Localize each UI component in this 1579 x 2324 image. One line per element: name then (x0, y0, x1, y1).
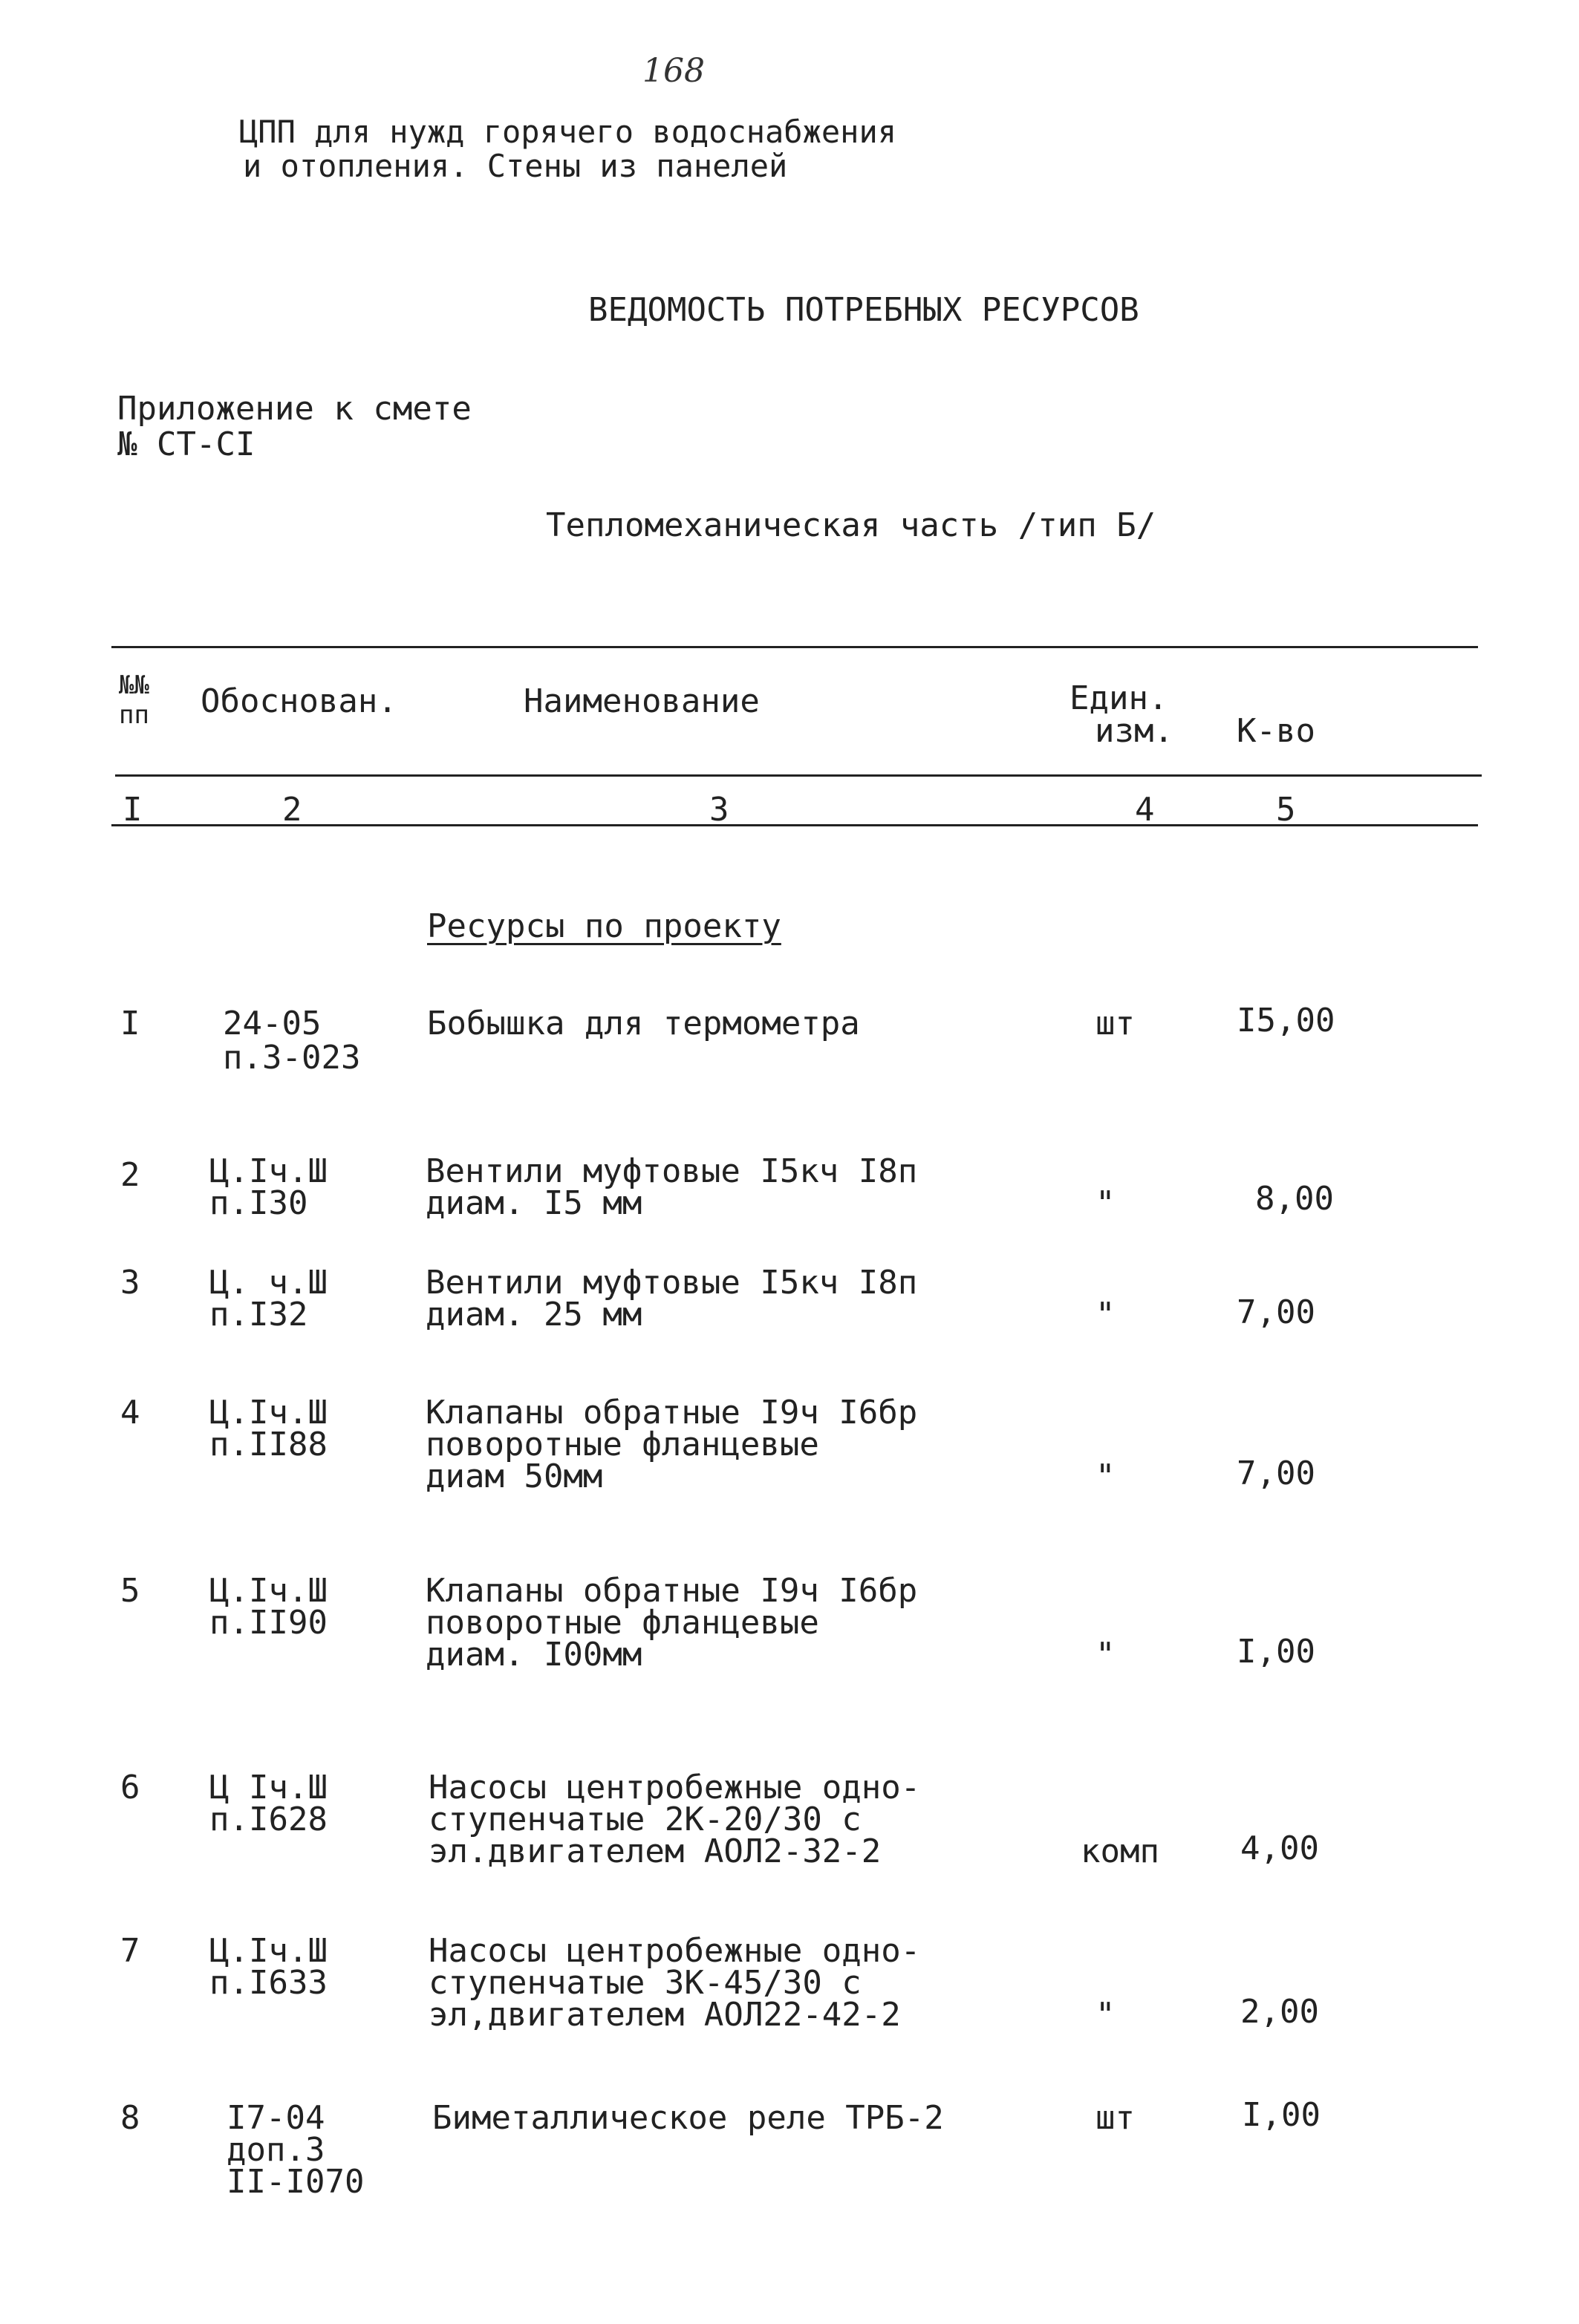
row-basis-line: Ц. ч.Ш (209, 1264, 328, 1302)
row-name-line: ступенчатые 2К-20/30 с (429, 1801, 862, 1838)
row-name-line: Насосы центробежные одно- (429, 1769, 921, 1806)
row-qty: 7,00 (1237, 1293, 1315, 1331)
row-unit: " (1095, 1458, 1116, 1495)
row-name-line: Клапаны обратные I9ч I6бр (426, 1572, 918, 1610)
row-num: 6 (120, 1769, 140, 1806)
row-num: 7 (120, 1932, 140, 1970)
row-num: 2 (120, 1156, 140, 1194)
row-unit: " (1095, 1184, 1116, 1222)
col-number-1: I (123, 791, 143, 829)
row-basis-line: I7-04 (227, 2099, 325, 2137)
row-qty: 4,00 (1240, 1830, 1319, 1867)
section-title: Тепломеханическая часть /тип Б/ (546, 506, 1156, 544)
row-unit: " (1095, 1996, 1116, 2034)
row-name-line: Биметаллическое реле ТРБ-2 (432, 2099, 944, 2137)
col-number-2: 2 (282, 791, 302, 829)
row-basis-line: п.I633 (209, 1964, 328, 2002)
appendix-line2: № СТ-CI (117, 425, 255, 463)
row-unit: " (1095, 1636, 1116, 1674)
row-basis-line: п.3-023 (223, 1039, 361, 1077)
row-name-line: эл.двигателем АОЛ2-32-2 (429, 1832, 882, 1870)
col-number-3: 3 (709, 791, 729, 829)
row-unit: комп (1081, 1832, 1159, 1870)
row-name-line: Клапаны обратные I9ч I6бр (426, 1394, 918, 1432)
row-name-line: диам. 25 мм (426, 1296, 642, 1334)
row-basis-line: Ц.Iч.Ш (209, 1932, 328, 1970)
row-basis-line: Ц Iч.Ш (209, 1769, 328, 1806)
header-unit-line1: Един. (1070, 679, 1168, 717)
header-basis: Обоснован. (201, 682, 397, 720)
row-name-line: диам. I5 мм (426, 1184, 642, 1222)
row-unit: шт (1095, 1005, 1135, 1042)
row-name-line: Вентили муфтовые I5кч I8п (426, 1152, 918, 1190)
row-basis-line: Ц.Iч.Ш (209, 1572, 328, 1610)
row-num: 3 (120, 1264, 140, 1302)
header-name: Наименование (524, 682, 760, 720)
col-number-4: 4 (1135, 791, 1155, 829)
row-num: I (120, 1005, 140, 1042)
row-qty: 2,00 (1240, 1993, 1319, 2031)
row-num: 5 (120, 1572, 140, 1610)
row-num: 4 (120, 1394, 140, 1432)
appendix-line1: Приложение к смете (117, 390, 472, 428)
row-name-line: диам 50мм (426, 1458, 603, 1495)
header-unit-line2: изм. (1095, 712, 1173, 750)
row-qty: I5,00 (1237, 1002, 1335, 1039)
row-name-line: поворотные фланцевые (426, 1604, 819, 1642)
table-colnum-rule (111, 824, 1478, 826)
row-num: 8 (120, 2099, 140, 2137)
header-title-line1: ЦПП для нужд горячего водоснабжения (239, 114, 897, 150)
row-qty: 7,00 (1237, 1455, 1315, 1492)
row-unit: " (1095, 1296, 1116, 1334)
row-basis-line: п.II88 (209, 1426, 328, 1463)
row-name-line: ступенчатые 3К-45/30 с (429, 1964, 862, 2002)
row-qty: I,00 (1242, 2096, 1321, 2134)
row-basis-line: п.I32 (209, 1296, 308, 1334)
row-qty: 8,00 (1255, 1180, 1334, 1218)
row-basis-line: п.I30 (209, 1184, 308, 1222)
col-number-5: 5 (1276, 791, 1296, 829)
header-num-line1: №№ (119, 670, 149, 700)
row-name-line: Вентили муфтовые I5кч I8п (426, 1264, 918, 1302)
row-name-line: Насосы центробежные одно- (429, 1932, 921, 1970)
row-basis-line: Ц.Iч.Ш (209, 1394, 328, 1432)
row-qty: I,00 (1237, 1633, 1315, 1671)
group-title: Ресурсы по проекту (427, 907, 781, 945)
row-basis-line: 24-05 (223, 1005, 322, 1042)
row-basis-line: Ц.Iч.Ш (209, 1152, 328, 1190)
row-basis-line: доп.3 (227, 2131, 325, 2169)
row-name-line: эл,двигателем АОЛ22-42-2 (429, 1996, 901, 2034)
row-name-line: диам. I00мм (426, 1636, 642, 1674)
table-header-rule (115, 774, 1482, 777)
row-basis-line: п.II90 (209, 1604, 328, 1642)
page-number: 168 (642, 52, 705, 90)
header-title-line2: и отопления. Стены из панелей (243, 148, 788, 184)
table-top-rule (111, 646, 1478, 648)
header-num-line2: пп (119, 700, 149, 730)
document-title: ВЕДОМОСТЬ ПОТРЕБНЫХ РЕСУРСОВ (588, 291, 1139, 329)
row-basis-line: п.I628 (209, 1801, 328, 1838)
row-name-line: поворотные фланцевые (426, 1426, 819, 1463)
row-unit: шт (1095, 2099, 1135, 2137)
row-basis-line: II-I070 (227, 2163, 365, 2201)
row-name-line: Бобышка для термометра (427, 1005, 860, 1042)
header-qty: К-во (1237, 712, 1315, 750)
